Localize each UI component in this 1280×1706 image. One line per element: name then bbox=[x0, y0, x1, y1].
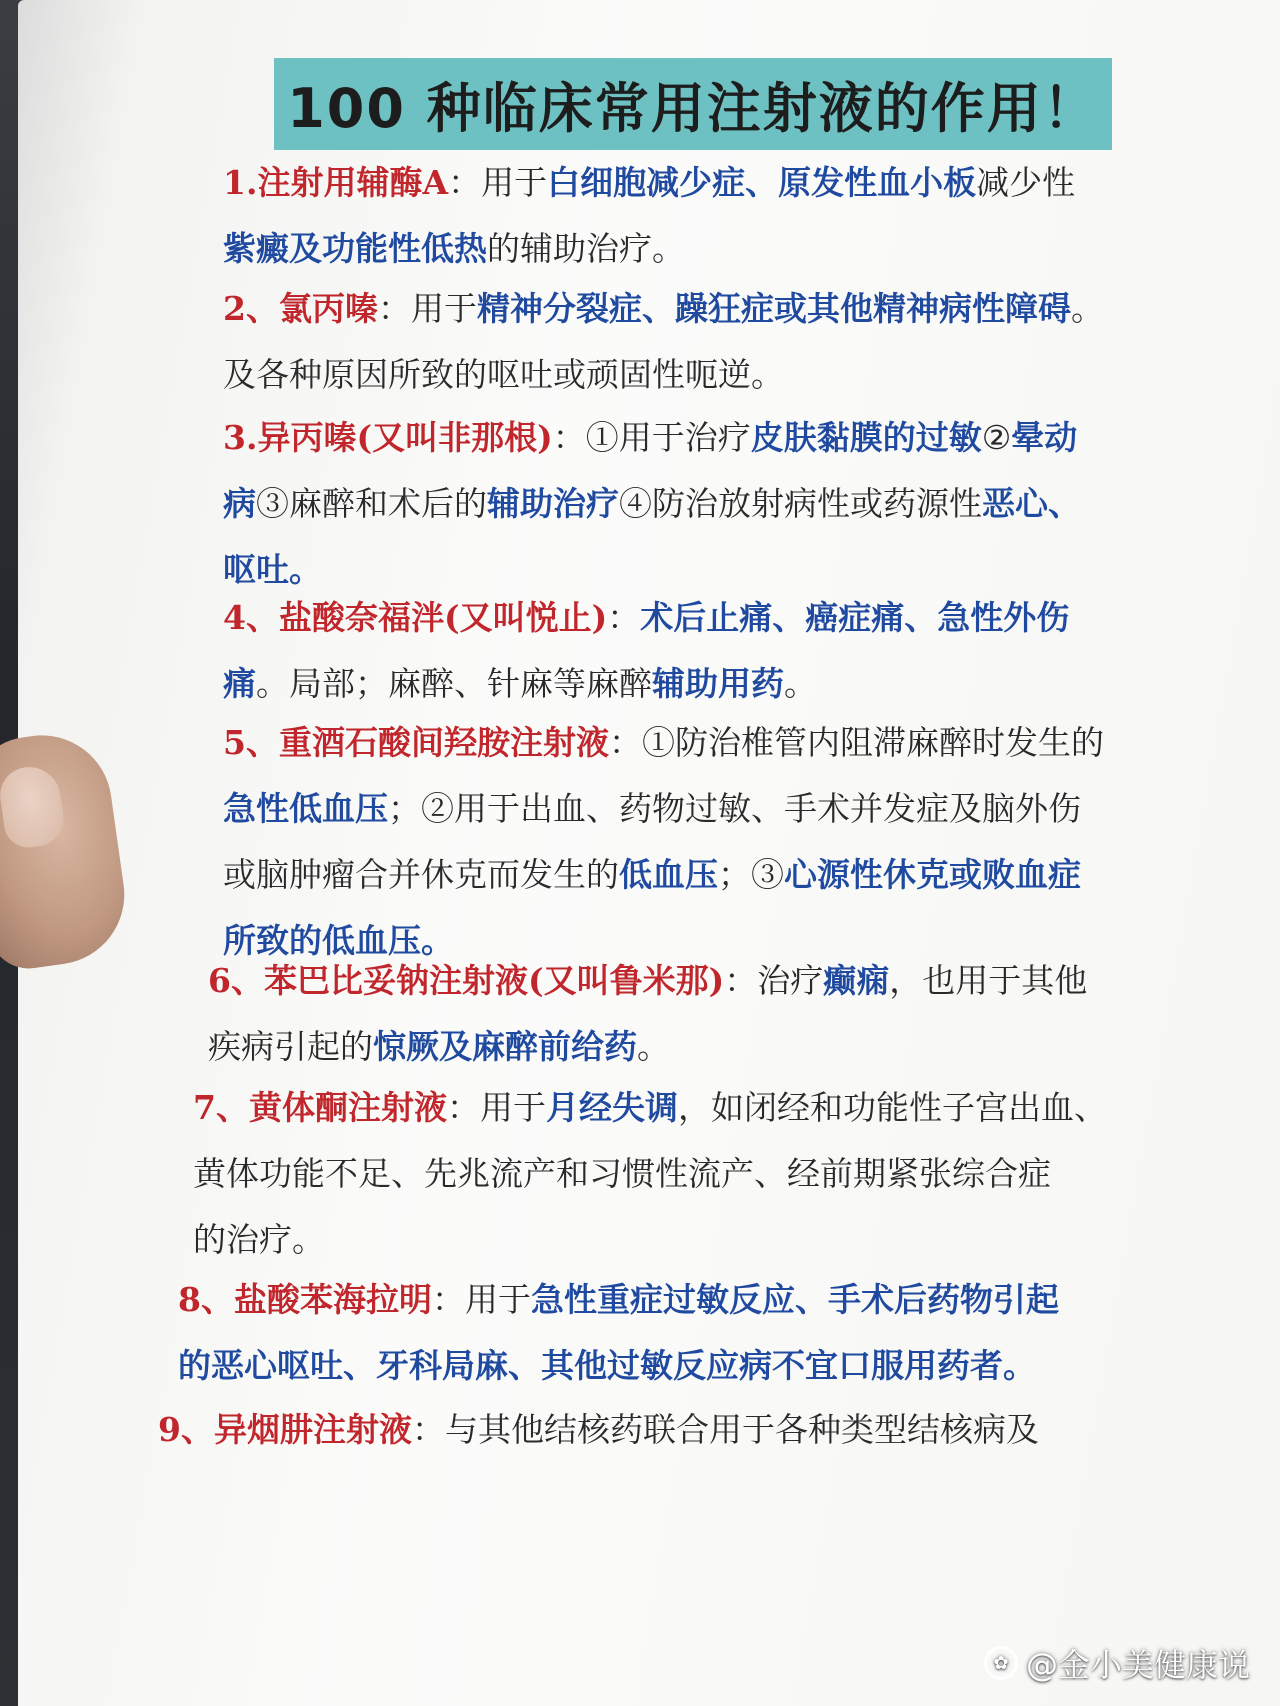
drug-name: 4、盐酸奈福泮(又叫悦止) bbox=[223, 598, 608, 637]
drug-item-line bbox=[223, 405, 1081, 471]
body-text: ： bbox=[607, 598, 641, 637]
highlight-text: 术后止痛、癌症痛、急性外伤 bbox=[640, 598, 1070, 637]
body-text: 。 bbox=[1070, 289, 1104, 328]
drug-item bbox=[223, 710, 1104, 974]
body-text: 的辅助治疗。 bbox=[487, 229, 685, 268]
drug-name: 7、黄体酮注射液 bbox=[193, 1088, 447, 1127]
body-text: 减少性 bbox=[976, 163, 1076, 202]
thumb-nail bbox=[0, 763, 67, 851]
highlight-text: 恶心、 bbox=[982, 484, 1081, 523]
highlight-text: 辅助治疗 bbox=[487, 484, 619, 523]
highlight-text: 呕吐。 bbox=[223, 550, 322, 589]
highlight-text: 紫癜及功能性低热 bbox=[223, 229, 487, 268]
highlight-text: 皮肤黏膜的过敏 bbox=[750, 418, 982, 457]
body-text: ：①防治椎管内阻滞麻醉时发生的 bbox=[608, 723, 1104, 762]
drug-item bbox=[223, 276, 1104, 408]
body-text: 。 bbox=[784, 664, 817, 703]
highlight-text: 病 bbox=[223, 484, 256, 523]
watermark bbox=[984, 1640, 1250, 1686]
highlight-text: 所致的低血压。 bbox=[223, 921, 454, 960]
drug-item-line bbox=[178, 1267, 1059, 1333]
highlight-text: 低血压 bbox=[619, 855, 718, 894]
highlight-text: 痛 bbox=[223, 664, 256, 703]
highlight-text: 的恶心呕吐、牙科局麻、其他过敏反应病不宜口服用药者。 bbox=[178, 1346, 1036, 1385]
highlight-text: 惊厥及麻醉前给药 bbox=[373, 1027, 637, 1066]
highlight-text: 精神分裂症、躁狂症或其他精神病性障碍 bbox=[476, 289, 1071, 328]
drug-item-line bbox=[193, 1075, 1107, 1141]
body-text: ，如闭经和功能性子宫出血、 bbox=[677, 1088, 1107, 1127]
drug-item bbox=[223, 150, 1075, 282]
body-text: ：①用于治疗 bbox=[552, 418, 751, 457]
body-text: ：与其他结核药联合用于各种类型结核病及 bbox=[411, 1410, 1039, 1449]
drug-item-line bbox=[223, 710, 1104, 776]
drug-item bbox=[193, 1075, 1107, 1273]
drug-name: 8、盐酸苯海拉明 bbox=[178, 1280, 432, 1319]
drug-item-line bbox=[223, 651, 1069, 717]
body-text: ；③ bbox=[718, 855, 784, 894]
drug-item bbox=[178, 1267, 1059, 1399]
drug-item-line bbox=[223, 585, 1069, 651]
highlight-text: 月经失调 bbox=[545, 1088, 678, 1127]
drug-item-line bbox=[223, 776, 1104, 842]
drug-item-line bbox=[223, 276, 1104, 342]
drug-item-line bbox=[193, 1207, 1107, 1273]
body-text: ④防治放射病性或药源性 bbox=[619, 484, 982, 523]
body-text: 。局部；麻醉、针麻等麻醉 bbox=[256, 664, 652, 703]
drug-item bbox=[208, 948, 1087, 1080]
body-text: ：用于 bbox=[431, 1280, 531, 1319]
drug-item bbox=[223, 405, 1081, 603]
watermark-text: @金小美健康说 bbox=[1025, 1646, 1250, 1684]
drug-name: 5、重酒石酸间羟胺注射液 bbox=[223, 723, 609, 762]
drug-item-line bbox=[193, 1141, 1107, 1207]
highlight-text: 急性重症过敏反应、手术后药物引起 bbox=[530, 1280, 1059, 1319]
highlight-text: 辅助用药 bbox=[652, 664, 784, 703]
drug-item-line bbox=[223, 150, 1075, 216]
body-text: ：用于 bbox=[448, 163, 548, 202]
drug-name: 9、异烟肼注射液 bbox=[158, 1410, 412, 1449]
drug-item-line bbox=[208, 948, 1087, 1014]
drug-item-line bbox=[223, 342, 1104, 408]
body-text: 黄体功能不足、先兆流产和习惯性流产、经前期紧张综合症 bbox=[193, 1154, 1051, 1193]
body-text: ：用于 bbox=[446, 1088, 546, 1127]
body-text: 的治疗。 bbox=[193, 1220, 325, 1259]
body-text: ② bbox=[981, 418, 1012, 457]
highlight-text: 晕动 bbox=[1011, 418, 1078, 457]
body-text: ，也用于其他 bbox=[889, 961, 1088, 1000]
body-text: ：治疗 bbox=[724, 961, 824, 1000]
drug-item-line bbox=[223, 216, 1075, 282]
drug-name: 1.注射用辅酶A bbox=[223, 163, 449, 202]
drug-name: 2、氯丙嗪 bbox=[223, 289, 378, 328]
drug-item-line bbox=[178, 1333, 1059, 1399]
highlight-text: 癫痫 bbox=[823, 961, 890, 1000]
highlight-text: 心源性休克或败血症 bbox=[784, 855, 1081, 894]
highlight-text: 急性低血压 bbox=[223, 789, 388, 828]
drug-item-line bbox=[223, 842, 1104, 908]
body-text: ③麻醉和术后的 bbox=[256, 484, 487, 523]
drug-name: 6、苯巴比妥钠注射液(又叫鲁米那) bbox=[208, 961, 725, 1000]
drug-item-line bbox=[208, 1014, 1087, 1080]
drug-item-line bbox=[158, 1397, 1039, 1463]
watermark-logo-icon: ✿ bbox=[984, 1646, 1018, 1680]
body-text: ；②用于出血、药物过敏、手术并发症及脑外伤 bbox=[388, 789, 1081, 828]
drug-list bbox=[18, 0, 1280, 1706]
drug-name: 3.异丙嗪(又叫非那根) bbox=[223, 418, 553, 457]
paper-sheet bbox=[18, 0, 1280, 1706]
drug-item bbox=[223, 585, 1069, 717]
body-text: ：用于 bbox=[377, 289, 477, 328]
body-text: 或脑肿瘤合并休克而发生的 bbox=[223, 855, 619, 894]
drug-item-line bbox=[223, 471, 1081, 537]
body-text: 。 bbox=[637, 1027, 670, 1066]
drug-item bbox=[158, 1397, 1039, 1463]
body-text: 及各种原因所致的呕吐或顽固性呃逆。 bbox=[223, 355, 784, 394]
body-text: 疾病引起的 bbox=[208, 1027, 373, 1066]
highlight-text: 白细胞减少症、原发性血小板 bbox=[547, 163, 977, 202]
page-title: 100 种临床常用注射液的作用！ bbox=[287, 76, 1099, 140]
